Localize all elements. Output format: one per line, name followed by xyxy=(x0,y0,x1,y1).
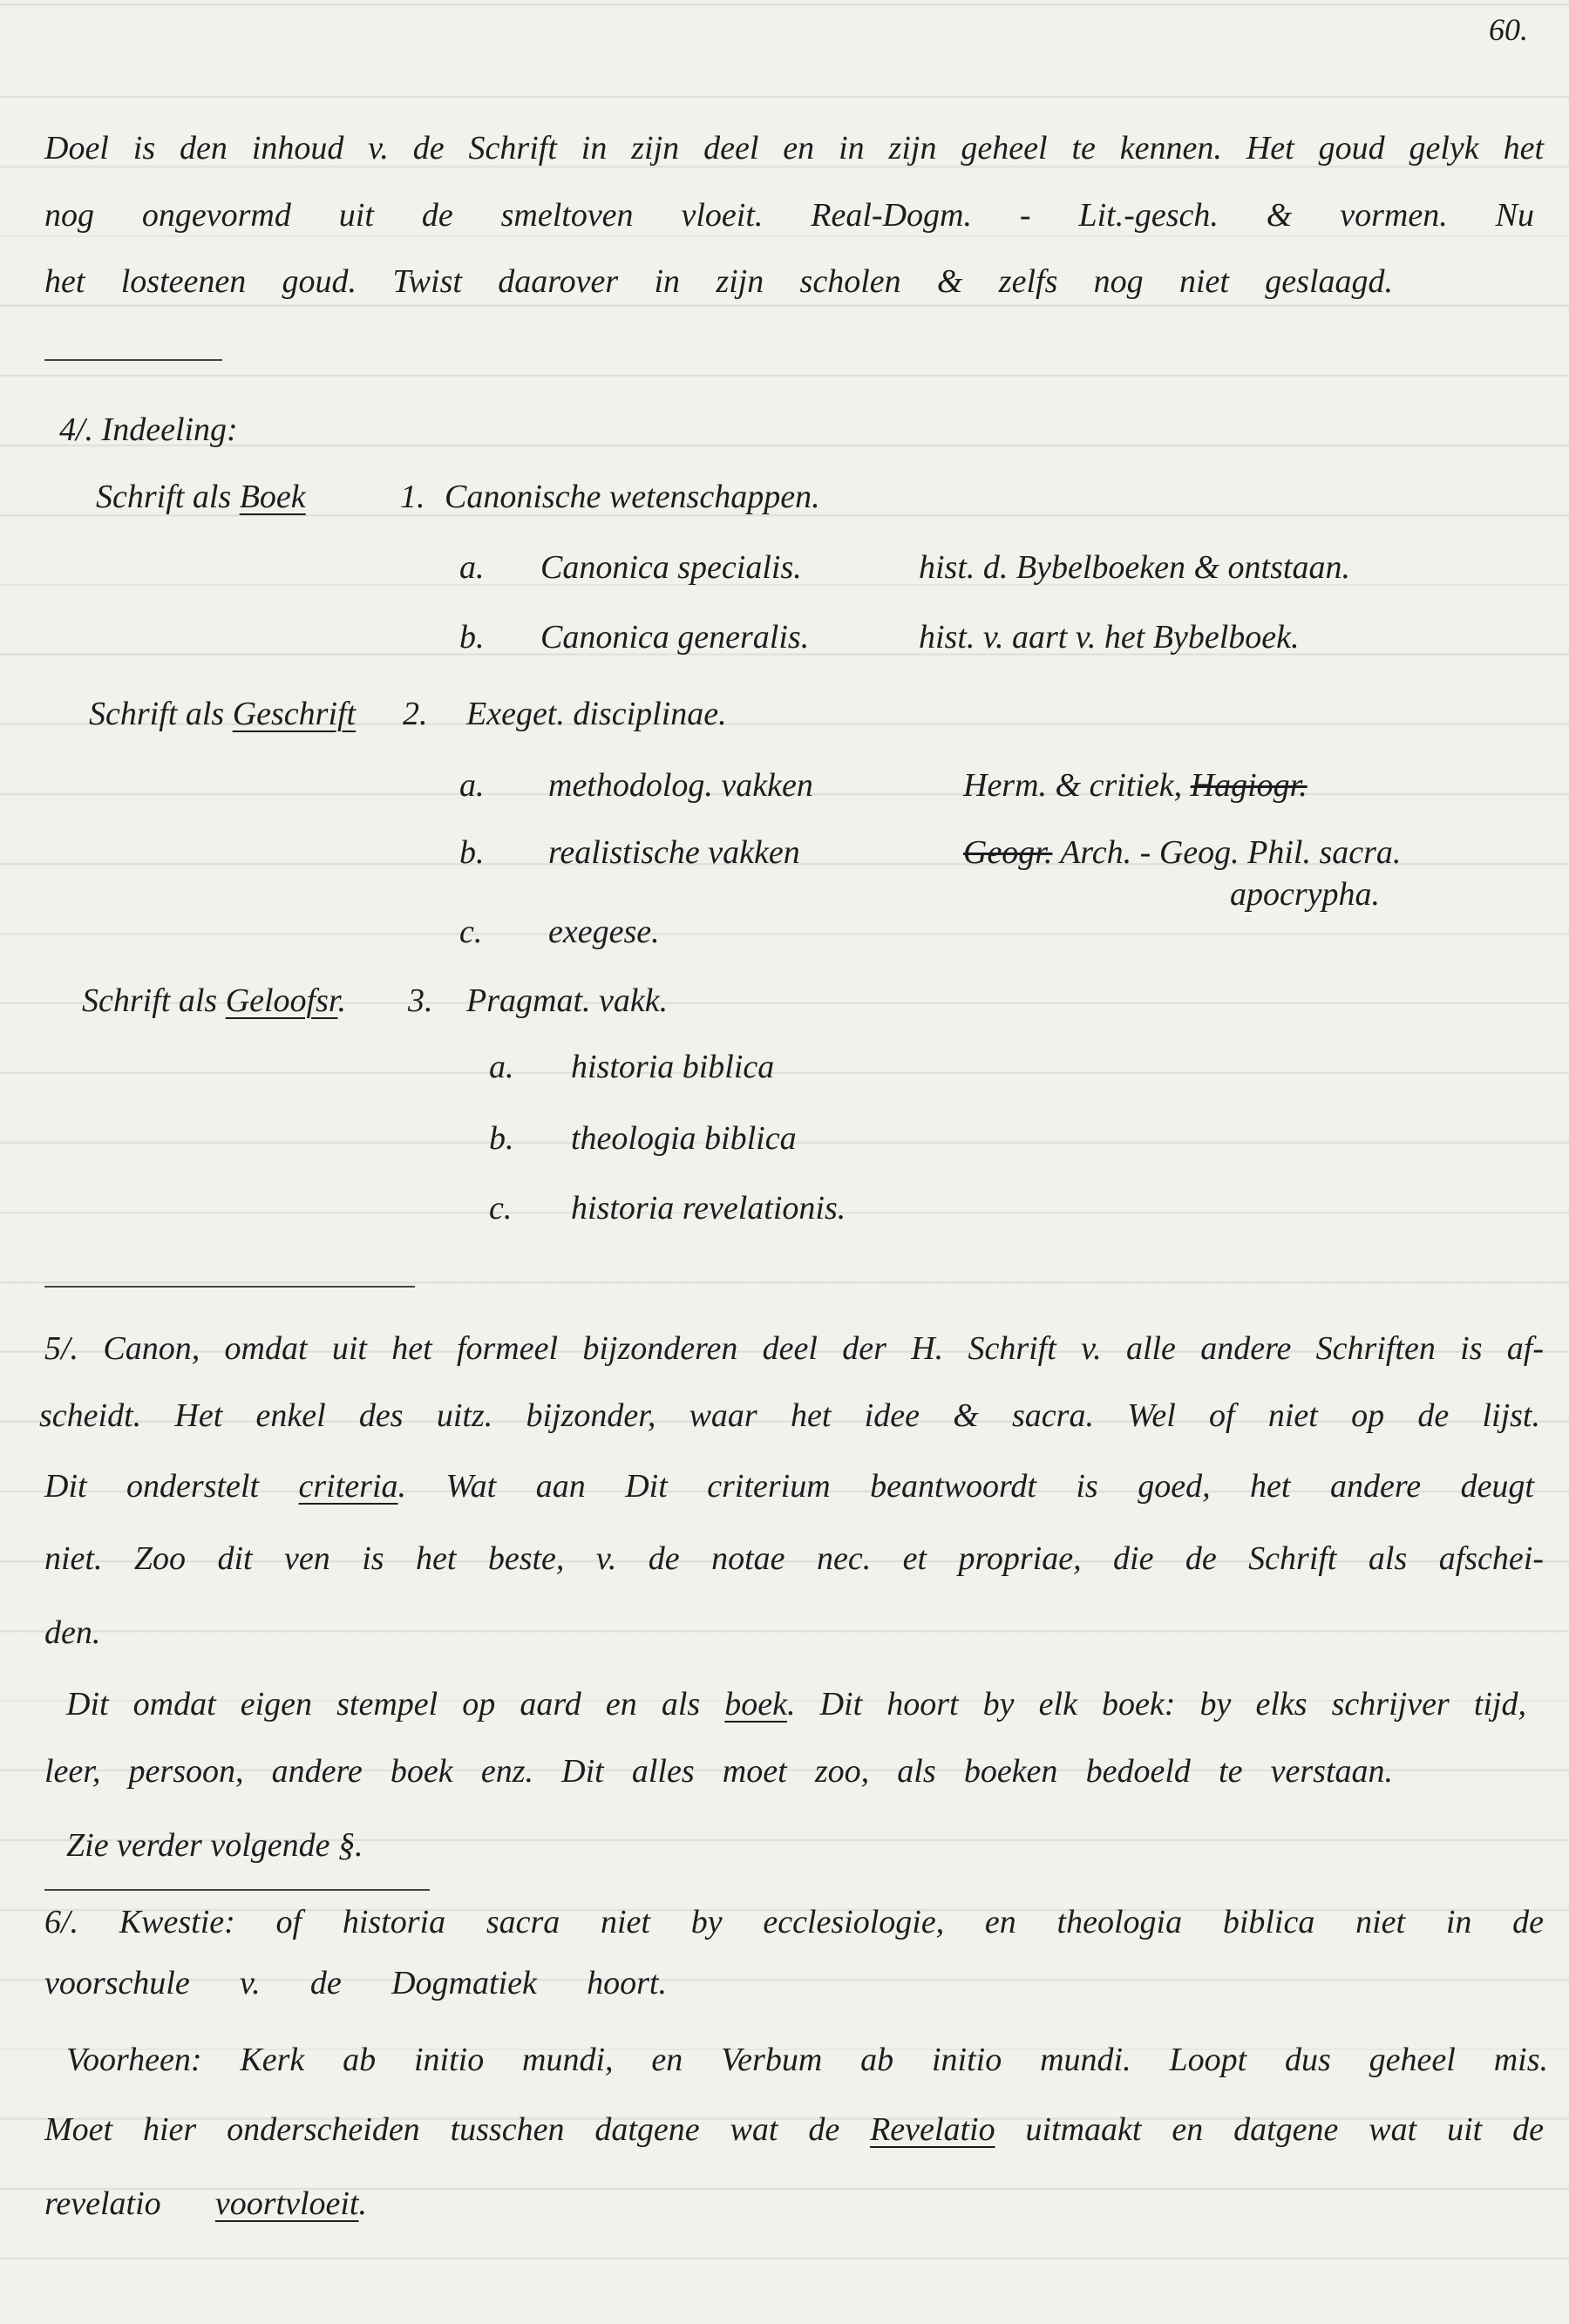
paragraph-line: voorschule v. de Dogmatiek hoort. xyxy=(44,1965,667,2001)
section-divider xyxy=(44,1286,415,1288)
item-note-struck: Geogr. xyxy=(963,834,1053,871)
item-name: methodolog. vakken xyxy=(548,767,813,804)
item-note-below: apocrypha. xyxy=(1230,876,1381,913)
intro-line: nog ongevormd uit de smeltoven vloeit. Real-Dogm. - Lit.-gesch. & vormen. Nu xyxy=(44,197,1534,234)
line-text: uitmaakt en datgene wat uit de xyxy=(995,2111,1544,2148)
paragraph-line: 6/. Kwestie: of historia sacra niet by ecclesiologie, en theologia biblica niet in de xyxy=(44,1904,1544,1940)
section-divider xyxy=(44,359,222,361)
paragraph-line: leer, persoon, andere boek enz. Dit alles moet zoo, als boeken bedoeld te verstaan. xyxy=(44,1753,1393,1790)
item-note-text: Arch. - Geog. Phil. sacra. xyxy=(1052,834,1402,871)
line-text: Moet hier onderscheiden tusschen datgene wat de xyxy=(44,2111,871,2148)
underlined-word: voortvloeit xyxy=(214,2185,359,2222)
division-number: 2. xyxy=(403,696,428,732)
division-label-prefix: Schrift als xyxy=(96,479,240,515)
item-letter: c. xyxy=(489,1190,513,1227)
item-name: historia revelationis. xyxy=(571,1190,846,1227)
underlined-word: Revelatio xyxy=(870,2111,995,2148)
item-name: Canonica generalis. xyxy=(540,619,810,656)
division-label-prefix: Schrift als xyxy=(82,982,226,1019)
intro-line: het losteenen goud. Twist daarover in zijn scholen & zelfs nog niet geslaagd. xyxy=(44,263,1393,300)
paragraph-line xyxy=(66,1683,1526,1725)
division-label-suffix: . xyxy=(337,982,346,1019)
item-name: realistische vakken xyxy=(548,834,800,871)
division-title: Canonische wetenschappen. xyxy=(445,479,820,515)
division-title: Exeget. disciplinae. xyxy=(466,696,727,732)
paragraph-line xyxy=(44,2183,367,2225)
paragraph-line: Voorheen: Kerk ab initio mundi, en Verbum ab initio mundi. Loopt dus geheel mis. xyxy=(66,2042,1548,2078)
page-number: 60. xyxy=(1489,12,1528,47)
paragraph-line xyxy=(44,1465,1534,1507)
division-label xyxy=(89,693,356,735)
section-heading: 4/. Indeeling: xyxy=(59,411,238,448)
item-note: hist. v. aart v. het Bybelboek. xyxy=(919,619,1300,656)
item-note xyxy=(963,764,1308,806)
paragraph-line xyxy=(44,2109,1544,2151)
division-label-keyword: Geloofsr xyxy=(225,982,338,1019)
section-divider xyxy=(44,1889,430,1891)
division-label xyxy=(96,476,306,518)
line-text: Dit onderstelt xyxy=(44,1468,299,1505)
division-number: 3. xyxy=(408,982,433,1019)
paragraph-line: den. xyxy=(44,1614,101,1651)
item-name: historia biblica xyxy=(571,1049,775,1085)
intro-line: Doel is den inhoud v. de Schrift in zijn deel en in zijn geheel te kennen. Het goud gelyk het xyxy=(44,130,1544,166)
item-letter: a. xyxy=(459,549,485,586)
paragraph-line: scheidt. Het enkel des uitz. bijzonder, waar het idee & sacra. Wel of niet op de lijst. xyxy=(39,1397,1540,1434)
item-letter: b. xyxy=(459,619,485,656)
paragraph-line: 5/. Canon, omdat uit het formeel bijzonderen deel der H. Schrift v. alle andere Schriften is af- xyxy=(44,1330,1544,1367)
item-letter: b. xyxy=(489,1120,514,1157)
division-label xyxy=(82,980,346,1022)
underlined-word: boek xyxy=(724,1686,787,1723)
item-letter: b. xyxy=(459,834,485,871)
item-name: exegese. xyxy=(548,914,660,950)
division-title: Pragmat. vakk. xyxy=(466,982,669,1019)
item-note: hist. d. Bybelboeken & ontstaan. xyxy=(919,549,1350,586)
division-number: 1. xyxy=(400,479,425,515)
line-text: Dit omdat eigen stempel op aard en als xyxy=(66,1686,725,1723)
paragraph-line: Zie verder volgende §. xyxy=(66,1827,363,1864)
line-text: revelatio xyxy=(44,2185,215,2222)
item-name: Canonica specialis. xyxy=(540,549,802,586)
division-label-keyword: Boek xyxy=(239,479,306,515)
division-label-keyword: Geschrift xyxy=(232,696,357,732)
item-letter: c. xyxy=(459,914,483,950)
item-name: theologia biblica xyxy=(571,1120,797,1157)
item-note-struck: Hagiogr. xyxy=(1190,767,1308,804)
item-note-text: Herm. & critiek, xyxy=(963,767,1191,804)
item-letter: a. xyxy=(489,1049,514,1085)
underlined-word: criteria xyxy=(298,1468,398,1505)
line-text: . Wat aan Dit criterium beantwoordt is goed, het andere deugt xyxy=(397,1468,1534,1505)
division-label-prefix: Schrift als xyxy=(89,696,233,732)
line-text: . Dit hoort by elk boek: by elks schrijver tijd, xyxy=(787,1686,1526,1723)
item-letter: a. xyxy=(459,767,485,804)
paragraph-line: niet. Zoo dit ven is het beste, v. de notae nec. et propriae, die de Schrift als afschei- xyxy=(44,1540,1544,1577)
line-text: . xyxy=(358,2185,367,2222)
item-note xyxy=(963,832,1401,873)
